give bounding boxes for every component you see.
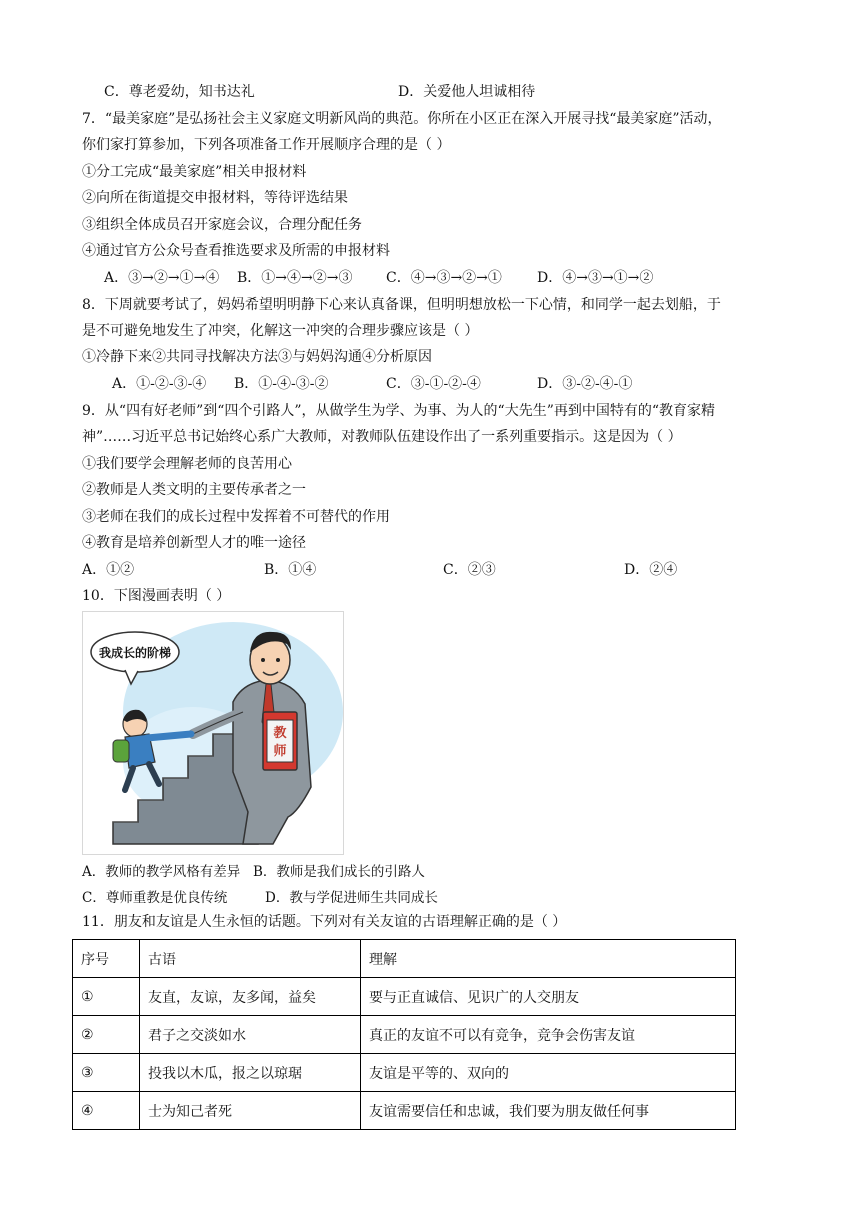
table-row (73, 978, 736, 1016)
row-understanding: 要与正直诚信、见识广的人交朋友 (361, 978, 736, 1016)
header-number: 序号 (73, 940, 140, 978)
table-row (73, 1054, 736, 1092)
row-number: ④ (73, 1092, 140, 1130)
q9-option-a: A．①② (82, 562, 135, 578)
teacher-cartoon-image (82, 611, 344, 855)
cartoon-illustration (83, 612, 343, 854)
q7-option-a: A．③→②→①→④ (104, 270, 220, 286)
q7-item-1: ①分工完成“最美家庭”相关申报材料 (82, 164, 307, 180)
q10-option-a: A．教师的教学风格有差异 (82, 864, 241, 880)
q9-option-c: C．②③ (443, 562, 496, 578)
q7-option-d: D．④→③→①→② (537, 270, 654, 286)
q7-stem-line-2: 你们家打算参加，下列各项准备工作开展顺序合理的是（ ） (82, 137, 451, 153)
q9-stem-line-1: 9．从“四有好老师”到“四个引路人”，从做学生为学、为事、为人的“大先生”再到中国特有的“教育家精 (82, 403, 716, 419)
q7-item-2: ②向所在街道提交申报材料，等待评选结果 (82, 190, 348, 206)
student-backpack (113, 740, 129, 762)
q7-item-4: ④通过官方公众号查看推选要求及所需的申报材料 (82, 243, 390, 259)
row-proverb: 君子之交淡如水 (140, 1016, 361, 1054)
row-proverb: 投我以木瓜，报之以琼琚 (140, 1054, 361, 1092)
row-number: ① (73, 978, 140, 1016)
q8-stem-line-1: 8．下周就要考试了，妈妈希望明明静下心来认真备课，但明明想放松一下心情，和同学一起去划船，于 (82, 297, 721, 313)
row-number: ② (73, 1016, 140, 1054)
q10-option-d: D．教与学促进师生共同成长 (265, 890, 438, 906)
friendship-proverb-table (72, 939, 736, 1130)
q10-option-b: B．教师是我们成长的引路人 (253, 864, 425, 880)
q7-item-3: ③组织全体成员召开家庭会议，合理分配任务 (82, 217, 362, 233)
row-proverb: 友直，友谅，友多闻，益矣 (140, 978, 361, 1016)
book-text-2: 师 (273, 744, 287, 759)
table-row (73, 1092, 736, 1130)
q11-stem: 11．朋友和友谊是人生永恒的话题。下列对有关友谊的古语理解正确的是（ ） (82, 914, 567, 930)
q8-items: ①冷静下来②共同寻找解决方法③与妈妈沟通④分析原因 (82, 349, 432, 365)
q7-stem-line-1: 7．“最美家庭”是弘扬社会主义家庭文明新风尚的典范。你所在小区正在深入开展寻找“最美家庭”活动， (82, 111, 722, 127)
row-understanding: 友谊是平等的、双向的 (361, 1054, 736, 1092)
row-understanding: 真正的友谊不可以有竞争，竞争会伤害友谊 (361, 1016, 736, 1054)
q8-stem-line-2: 是不可避免地发生了冲突，化解这一冲突的合理步骤应该是（ ） (82, 323, 479, 339)
row-understanding: 友谊需要信任和忠诚，我们要为朋友做任何事 (361, 1092, 736, 1130)
q6-option-c: C．尊老爱幼，知书达礼 (104, 84, 255, 100)
table-header-row (73, 940, 736, 978)
q9-item-1: ①我们要学会理解老师的良苦用心 (82, 456, 292, 472)
header-understanding: 理解 (361, 940, 736, 978)
speech-bubble-text: 我成长的阶梯 (98, 646, 172, 660)
q9-option-b: B．①④ (264, 562, 317, 578)
q10-option-c: C．尊师重教是优良传统 (82, 890, 228, 906)
q7-option-b: B．①→④→②→③ (237, 270, 353, 286)
q9-item-4: ④教育是培养创新型人才的唯一途径 (82, 535, 306, 551)
q9-item-3: ③老师在我们的成长过程中发挥着不可替代的作用 (82, 509, 390, 525)
q9-item-2: ②教师是人类文明的主要传承者之一 (82, 482, 306, 498)
q8-option-c: C．③-①-②-④ (386, 376, 481, 392)
book-text-1: 教 (273, 726, 287, 741)
q8-option-d: D．③-②-④-① (537, 376, 633, 392)
q9-option-d: D．②④ (624, 562, 678, 578)
row-proverb: 士为知己者死 (140, 1092, 361, 1130)
q7-option-c: C．④→③→②→① (386, 270, 502, 286)
q10-stem: 10．下图漫画表明（ ） (82, 588, 231, 604)
header-proverb: 古语 (140, 940, 361, 978)
q9-stem-line-2: 神”……习近平总书记始终心系广大教师，对教师队伍建设作出了一系列重要指示。这是因为（ ） (82, 429, 682, 445)
row-number: ③ (73, 1054, 140, 1092)
q8-option-a: A．①-②-③-④ (112, 376, 207, 392)
table-row (73, 1016, 736, 1054)
q6-option-d: D．关爱他人坦诚相待 (398, 84, 536, 100)
q8-option-b: B．①-④-③-② (234, 376, 329, 392)
